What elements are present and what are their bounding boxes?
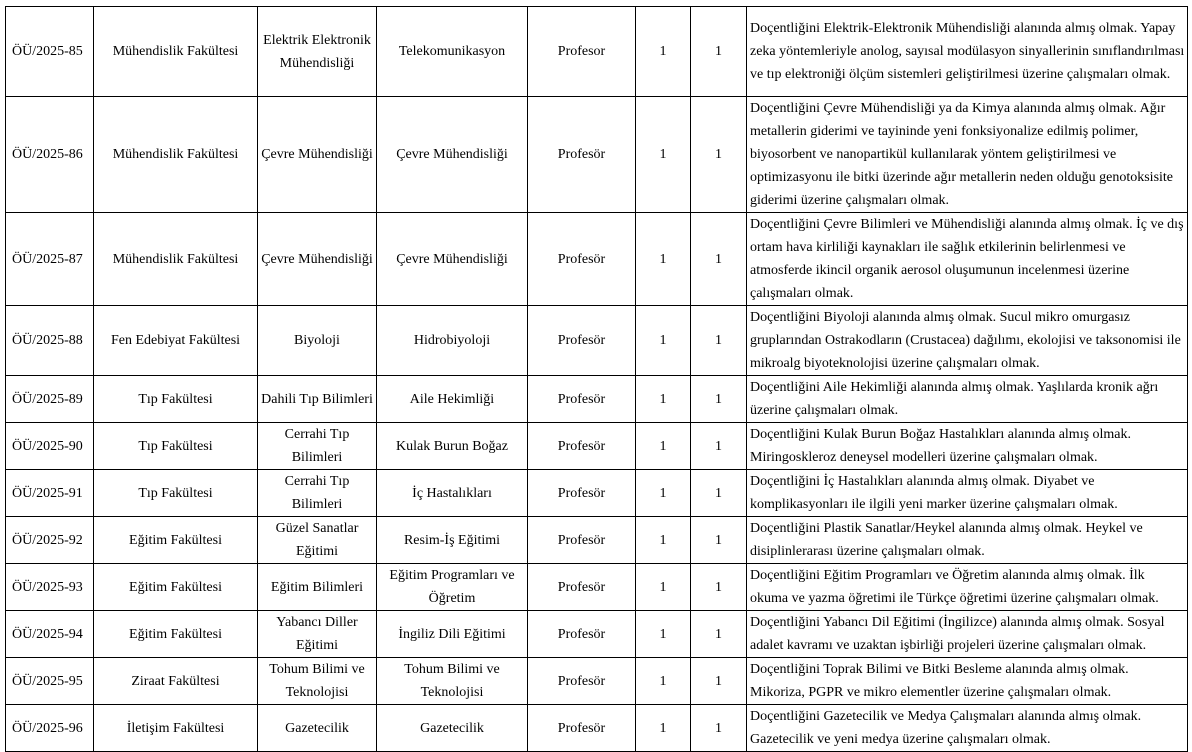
faculty-cell: Eğitim Fakültesi (94, 564, 258, 611)
faculty-cell: Tıp Fakültesi (94, 470, 258, 517)
faculty-cell: Fen Edebiyat Fakültesi (94, 306, 258, 376)
title-cell: Profesör (528, 658, 636, 705)
table-row (6, 705, 1188, 752)
title-cell: Profesör (528, 470, 636, 517)
position-code: ÖÜ/2025-85 (6, 7, 94, 97)
program-cell: Çevre Mühendisliği (377, 213, 528, 306)
faculty-cell: Eğitim Fakültesi (94, 517, 258, 564)
count-cell: 1 (636, 658, 691, 705)
count-cell: 1 (636, 97, 691, 213)
position-code: ÖÜ/2025-93 (6, 564, 94, 611)
department-cell: Güzel Sanatlar Eğitimi (258, 517, 377, 564)
title-cell: Profesör (528, 705, 636, 752)
table-row (6, 7, 1188, 97)
description-cell: Doçentliğini Aile Hekimliği alanında almış olmak. Yaşlılarda kronik ağrı üzerine çalışmaları olmak. (747, 376, 1188, 423)
quota-cell: 1 (691, 517, 747, 564)
department-cell: Çevre Mühendisliği (258, 97, 377, 213)
count-cell: 1 (636, 7, 691, 97)
department-cell: Dahili Tıp Bilimleri (258, 376, 377, 423)
program-cell: Resim-İş Eğitimi (377, 517, 528, 564)
department-cell: Çevre Mühendisliği (258, 213, 377, 306)
program-cell: Gazetecilik (377, 705, 528, 752)
title-cell: Profesör (528, 376, 636, 423)
quota-cell: 1 (691, 97, 747, 213)
table-row (6, 564, 1188, 611)
table-row (6, 97, 1188, 213)
department-cell: Elektrik Elektronik Mühendisliği (258, 7, 377, 97)
description-cell: Doçentliğini İç Hastalıkları alanında almış olmak. Diyabet ve komplikasyonları ile ilgili yeni marker üzerine çalışmaları olmak. (747, 470, 1188, 517)
program-cell: Tohum Bilimi ve Teknolojisi (377, 658, 528, 705)
faculty-cell: Tıp Fakültesi (94, 423, 258, 470)
position-code: ÖÜ/2025-92 (6, 517, 94, 564)
quota-cell: 1 (691, 611, 747, 658)
count-cell: 1 (636, 213, 691, 306)
position-code: ÖÜ/2025-96 (6, 705, 94, 752)
faculty-cell: Ziraat Fakültesi (94, 658, 258, 705)
quota-cell: 1 (691, 564, 747, 611)
title-cell: Profesör (528, 611, 636, 658)
description-cell: Doçentliğini Yabancı Dil Eğitimi (İngilizce) alanında almış olmak. Sosyal adalet kavramı ve uzaktan işbirliği projeleri üzerine çalışmaları olmak. (747, 611, 1188, 658)
department-cell: Eğitim Bilimleri (258, 564, 377, 611)
faculty-cell: Mühendislik Fakültesi (94, 7, 258, 97)
title-cell: Profesor (528, 7, 636, 97)
position-code: ÖÜ/2025-91 (6, 470, 94, 517)
quota-cell: 1 (691, 306, 747, 376)
quota-cell: 1 (691, 705, 747, 752)
table-row (6, 611, 1188, 658)
department-cell: Cerrahi Tıp Bilimleri (258, 423, 377, 470)
table-row (6, 376, 1188, 423)
quota-cell: 1 (691, 470, 747, 517)
position-code: ÖÜ/2025-95 (6, 658, 94, 705)
description-cell: Doçentliğini Gazetecilik ve Medya Çalışmaları alanında almış olmak. Gazetecilik ve yeni medya üzerine çalışmaları olmak. (747, 705, 1188, 752)
count-cell: 1 (636, 611, 691, 658)
faculty-cell: İletişim Fakültesi (94, 705, 258, 752)
description-cell: Doçentliğini Elektrik-Elektronik Mühendisliği alanında almış olmak. Yapay zeka yöntemleriyle anolog, sayısal modülasyon sinyallerinin sınıflandırılması ve tıp elektroniği ölçüm sistemleri geliştirilmesi üzerine çalışmaları olmak. (747, 7, 1188, 97)
quota-cell: 1 (691, 7, 747, 97)
position-code: ÖÜ/2025-89 (6, 376, 94, 423)
table-row (6, 213, 1188, 306)
title-cell: Profesör (528, 564, 636, 611)
count-cell: 1 (636, 470, 691, 517)
faculty-cell: Eğitim Fakültesi (94, 611, 258, 658)
program-cell: Telekomunikasyon (377, 7, 528, 97)
table-row (6, 306, 1188, 376)
table-row (6, 423, 1188, 470)
count-cell: 1 (636, 705, 691, 752)
program-cell: Eğitim Programları ve Öğretim (377, 564, 528, 611)
table-row (6, 470, 1188, 517)
program-cell: İç Hastalıkları (377, 470, 528, 517)
department-cell: Tohum Bilimi ve Teknolojisi (258, 658, 377, 705)
title-cell: Profesör (528, 306, 636, 376)
description-cell: Doçentliğini Eğitim Programları ve Öğretim alanında almış olmak. İlk okuma ve yazma öğretimi ile Türkçe öğretimi üzerine çalışmaları olmak. (747, 564, 1188, 611)
position-code: ÖÜ/2025-94 (6, 611, 94, 658)
count-cell: 1 (636, 423, 691, 470)
quota-cell: 1 (691, 213, 747, 306)
count-cell: 1 (636, 376, 691, 423)
program-cell: Çevre Mühendisliği (377, 97, 528, 213)
quota-cell: 1 (691, 376, 747, 423)
program-cell: Kulak Burun Boğaz (377, 423, 528, 470)
program-cell: Hidrobiyoloji (377, 306, 528, 376)
title-cell: Profesör (528, 97, 636, 213)
count-cell: 1 (636, 306, 691, 376)
program-cell: İngiliz Dili Eğitimi (377, 611, 528, 658)
description-cell: Doçentliğini Çevre Bilimleri ve Mühendisliği alanında almış olmak. İç ve dış ortam hava kirliliği kaynakları ile sağlık etkilerinin belirlenmesi ve atmosferde ikincil organik aerosol oluşumunun incelenmesi üzerine çalışmaları olmak. (747, 213, 1188, 306)
faculty-cell: Mühendislik Fakültesi (94, 97, 258, 213)
positions-table (5, 6, 1188, 752)
department-cell: Cerrahi Tıp Bilimleri (258, 470, 377, 517)
description-cell: Doçentliğini Çevre Mühendisliği ya da Kimya alanında almış olmak. Ağır metallerin giderimi ve tayininde yeni fonksiyonalize edilmiş polimer, biyosorbent ve nanopartikül kullanılarak yöntem geliştirilmesi ve optimizasyonu ile bitki üzerinde ağır metallerin neden olduğu genotoksisite giderimi üzerine çalışmaları olmak. (747, 97, 1188, 213)
position-code: ÖÜ/2025-90 (6, 423, 94, 470)
table-row (6, 517, 1188, 564)
table-row (6, 658, 1188, 705)
faculty-cell: Mühendislik Fakültesi (94, 213, 258, 306)
title-cell: Profesör (528, 517, 636, 564)
position-code: ÖÜ/2025-88 (6, 306, 94, 376)
description-cell: Doçentliğini Kulak Burun Boğaz Hastalıkları alanında almış olmak. Miringoskleroz deneysel modelleri üzerine çalışmaları olmak. (747, 423, 1188, 470)
table-body (6, 7, 1188, 752)
description-cell: Doçentliğini Toprak Bilimi ve Bitki Besleme alanında almış olmak. Mikoriza, PGPR ve mikro elementler üzerine çalışmaları olmak. (747, 658, 1188, 705)
position-code: ÖÜ/2025-86 (6, 97, 94, 213)
department-cell: Gazetecilik (258, 705, 377, 752)
position-code: ÖÜ/2025-87 (6, 213, 94, 306)
quota-cell: 1 (691, 658, 747, 705)
department-cell: Biyoloji (258, 306, 377, 376)
count-cell: 1 (636, 517, 691, 564)
program-cell: Aile Hekimliği (377, 376, 528, 423)
title-cell: Profesör (528, 423, 636, 470)
count-cell: 1 (636, 564, 691, 611)
department-cell: Yabancı Diller Eğitimi (258, 611, 377, 658)
description-cell: Doçentliğini Plastik Sanatlar/Heykel alanında almış olmak. Heykel ve disiplinlerarası üzerine çalışmaları olmak. (747, 517, 1188, 564)
description-cell: Doçentliğini Biyoloji alanında almış olmak. Sucul mikro omurgasız gruplarından Ostrakodların (Crustacea) dağılımı, ekolojisi ve taksonomisi ile mikroalg biyoteknolojisi üzerine çalışmaları olmak. (747, 306, 1188, 376)
quota-cell: 1 (691, 423, 747, 470)
title-cell: Profesör (528, 213, 636, 306)
faculty-cell: Tıp Fakültesi (94, 376, 258, 423)
